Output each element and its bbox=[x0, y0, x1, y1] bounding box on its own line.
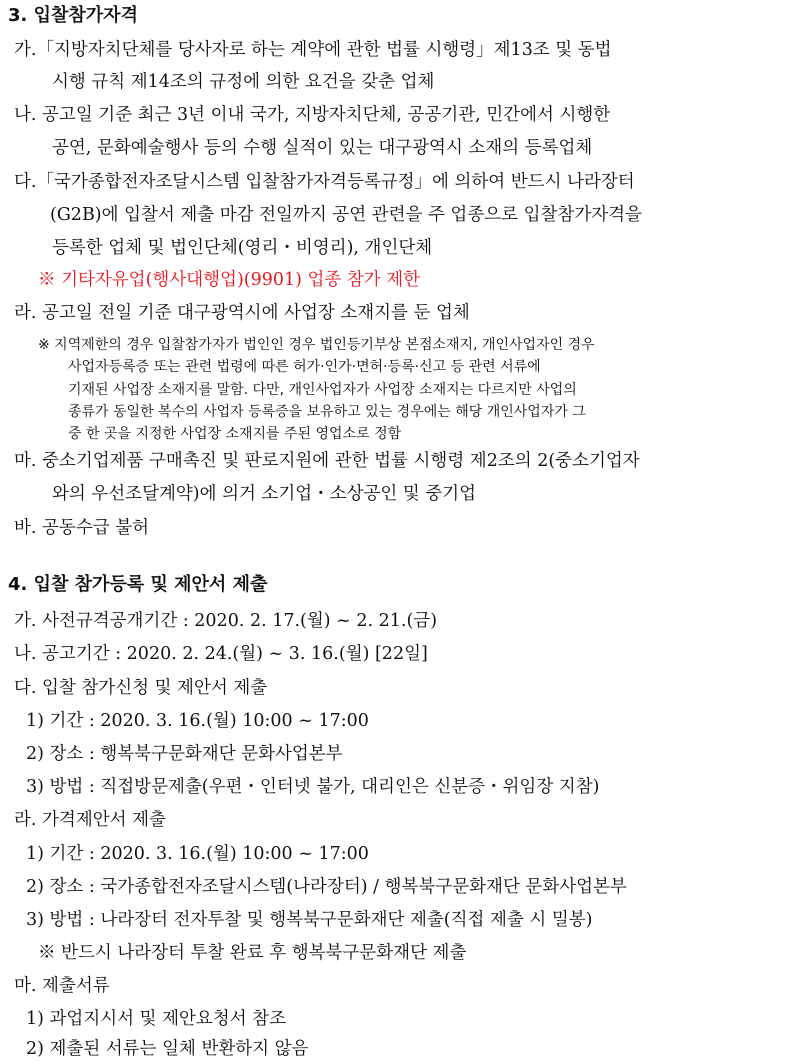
item-4-ra: 라. 가격제안서 제출 bbox=[14, 810, 166, 830]
item-4-ra-3: 3) 방법 : 나라장터 전자투찰 및 행복북구문화재단 제출(직접 제출 시 밀봉) bbox=[26, 910, 593, 930]
item-na-line-2: 공연, 문화예술행사 등의 수행 실적이 있는 대구광역시 소재의 등록업체 bbox=[52, 138, 593, 158]
item-da-line-3: 등록한 업체 및 법인단체(영리・비영리), 개인단체 bbox=[52, 238, 433, 258]
item-na-line-1: 나. 공고일 기준 최근 3년 이내 국가, 지방자치단체, 공공기관, 민간에서 시행한 bbox=[14, 105, 611, 125]
item-ga-line-1: 가.「지방자치단체를 당사자로 하는 계약에 관한 법률 시행령」제13조 및 동법 bbox=[14, 40, 612, 60]
regional-note-line-1: ※ 지역제한의 경우 입찰참가자가 법인인 경우 법인등기부상 본점소재지, 개인사업자인 경우 bbox=[38, 337, 595, 353]
item-4-ma-1: 1) 과업지시서 및 제안요청서 참조 bbox=[26, 1009, 286, 1029]
item-4-ma-2: 2) 제출된 서류는 일체 반환하지 않음 bbox=[26, 1039, 309, 1059]
item-ba-line: 바. 공동수급 불허 bbox=[14, 518, 150, 538]
regional-note-line-2: 사업자등록증 또는 관련 법령에 따른 허가·인가·면허·등록·신고 등 관련 서류에 bbox=[68, 359, 541, 375]
item-4-ra-note: ※ 반드시 나라장터 투찰 완료 후 행복북구문화재단 제출 bbox=[38, 943, 467, 963]
regional-note-line-4: 종류가 동일한 복수의 사업자 등록증을 보유하고 있는 경우에는 해당 개인사업자가 그 bbox=[68, 404, 586, 420]
item-ga-line-2: 시행 규칙 제14조의 규정에 의한 요건을 갖춘 업체 bbox=[52, 72, 435, 92]
item-ra-line-1: 라. 공고일 전일 기준 대구광역시에 사업장 소재지를 둔 업체 bbox=[14, 303, 470, 323]
section-3-heading: 3. 입찰참가자격 bbox=[8, 5, 138, 26]
regional-note-line-3: 기재된 사업장 소재지를 말함. 다만, 개인사업자가 사업장 소재지는 다르지만 사업의 bbox=[68, 382, 577, 398]
item-da-line-2: (G2B)에 입찰서 제출 마감 전일까지 공연 관련을 주 업종으로 입찰참가자격을 bbox=[50, 205, 642, 225]
restriction-warning: ※ 기타자유업(행사대행업)(9901) 업종 참가 제한 bbox=[38, 270, 421, 290]
item-ma-line-1: 마. 중소기업제품 구매촉진 및 판로지원에 관한 법률 시행령 제2조의 2(중소기업자 bbox=[14, 451, 640, 471]
item-4-ma: 마. 제출서류 bbox=[14, 976, 110, 996]
item-4-ra-1: 1) 기간 : 2020. 3. 16.(월) 10:00 ~ 17:00 bbox=[26, 844, 369, 864]
item-4-da-1: 1) 기간 : 2020. 3. 16.(월) 10:00 ~ 17:00 bbox=[26, 711, 369, 731]
item-4-ra-2: 2) 장소 : 국가종합전자조달시스템(나라장터) / 행복북구문화재단 문화사업본부 bbox=[26, 877, 627, 897]
item-4-ga: 가. 사전규격공개기간 : 2020. 2. 17.(월) ~ 2. 21.(금) bbox=[14, 611, 438, 631]
item-4-na: 나. 공고기간 : 2020. 2. 24.(월) ~ 3. 16.(월) [22일] bbox=[14, 644, 428, 664]
item-da-line-1: 다.「국가종합전자조달시스템 입찰참가자격등록규정」에 의하여 반드시 나라장터 bbox=[14, 172, 635, 192]
item-4-da-3: 3) 방법 : 직접방문제출(우편・인터넷 불가, 대리인은 신분증・위임장 지참) bbox=[26, 777, 600, 797]
item-4-da-2: 2) 장소 : 행복북구문화재단 문화사업본부 bbox=[26, 744, 343, 764]
item-ma-line-2: 와의 우선조달계약)에 의거 소기업・소상공인 및 중기업 bbox=[52, 484, 477, 504]
item-4-da: 다. 입찰 참가신청 및 제안서 제출 bbox=[14, 678, 268, 698]
regional-note-line-5: 중 한 곳을 지정한 사업장 소재지를 주된 영업소로 정함 bbox=[68, 426, 402, 442]
section-4-heading: 4. 입찰 참가등록 및 제안서 제출 bbox=[8, 574, 268, 595]
